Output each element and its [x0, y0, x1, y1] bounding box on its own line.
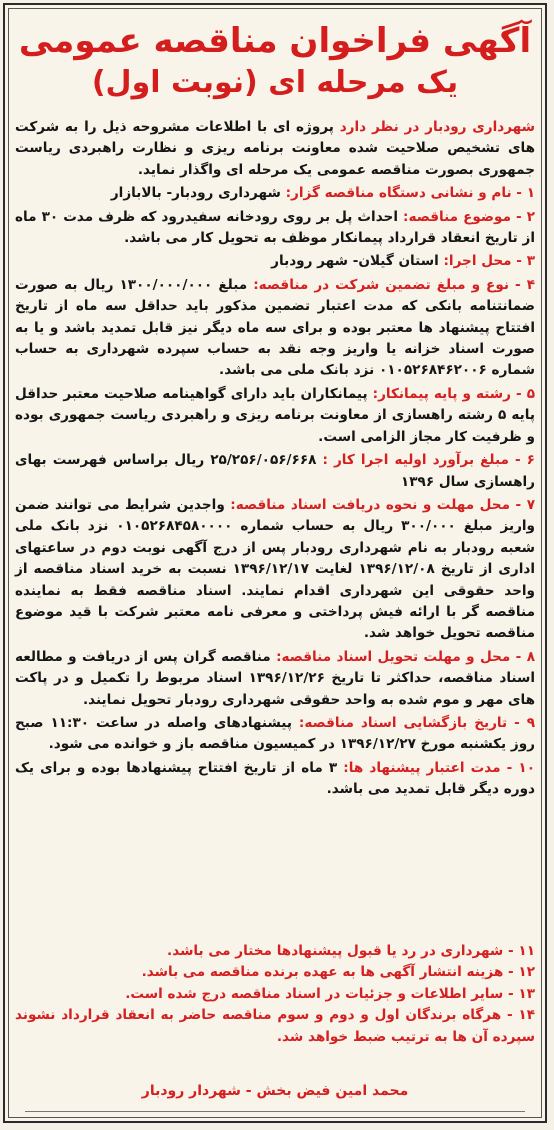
note-13: ۱۳ - سایر اطلاعات و جزئیات در اسناد مناقصه درج شده است.	[125, 985, 535, 1002]
notice-frame	[3, 3, 547, 1123]
item-3	[15, 251, 535, 272]
item-4	[15, 275, 535, 382]
note-12: ۱۲ - هزینه انتشار آگهی ها به عهده برنده مناقصه می باشد.	[141, 964, 535, 981]
intro-paragraph	[15, 117, 535, 181]
item-text: استان گیلان- شهر رودبار	[271, 253, 439, 270]
title-line-2: یک مرحله ای (نوبت اول)	[91, 65, 459, 100]
item-text: پیمانکاران باید دارای گواهینامه صلاحیت معتبر حداقل پایه ۵ رشته راهسازی از معاونت برنامه ریزی و راهبردی ریاست جمهوری بوده و ظرفیت کار مجاز الزامی است.	[15, 385, 535, 445]
item-text: ۳ ماه از تاریخ افتتاح پیشنهادها بوده و برای یک دوره دیگر قابل تمدید می باشد.	[15, 759, 535, 798]
item-8	[15, 647, 535, 711]
item-6	[15, 450, 535, 493]
item-2	[15, 207, 535, 250]
note-11: ۱۱ - شهرداری در رد یا قبول پیشنهادها مختار می باشد.	[167, 943, 535, 959]
signature: محمد امین فیض بخش - شهردار رودبار	[141, 1083, 409, 1099]
item-label: ۱ - نام و نشانی دستگاه مناقصه گزار:	[285, 185, 535, 202]
item-label: ۹ - تاریخ بازگشایی اسناد مناقصه:	[298, 714, 535, 731]
notice-title	[5, 19, 545, 103]
item-5	[15, 384, 535, 448]
item-label: ۲ - موضوع مناقصه:	[403, 208, 535, 225]
notice-body	[15, 117, 535, 801]
item-text: احداث پل بر روی رودخانه سفیدرود که ظرف مدت ۳۰ ماه از تاریخ انعقاد قرارداد پیمانکار موظف به تحویل کار می باشد.	[15, 208, 535, 247]
item-text: ۲۵/۲۵۶/۰۵۶/۶۶۸ ریال براساس فهرست بهای راهسازی سال ۱۳۹۶	[15, 452, 535, 490]
title-line-1: آگهی فراخوان مناقصه عمومی	[18, 21, 532, 61]
item-text: مناقصه گران پس از دریافت و مطالعه اسناد مناقصه، حداکثر تا تاریخ ۱۳۹۶/۱۲/۲۶ اسناد مربوط را تکمیل و در پاکت های مهر و موم شده به واحد حقوقی شهرداری رودبار تحویل نمایند.	[15, 648, 535, 708]
item-label: ۵ - رشته و پایه پیمانکار:	[372, 385, 536, 402]
intro-text: پروژه ای با اطلاعات مشروحه ذیل را به شرکت های تشخیص صلاحیت شده معاونت برنامه ریزی و نظارت راهبردی ریاست جمهوری بصورت مناقصه عمومی یک مرحله ای واگذار نماید.	[15, 119, 535, 178]
item-10	[15, 758, 535, 801]
item-9	[15, 713, 535, 756]
item-text: پیشنهادهای واصله در ساعت ۱۱:۳۰ صبح روز یکشنبه مورخ ۱۳۹۶/۱۲/۲۷ در کمیسیون مناقصه باز و خوانده می شود.	[15, 714, 535, 753]
item-label: ۸ - محل و مهلت تحویل اسناد مناقصه:	[276, 648, 535, 665]
item-7	[15, 495, 535, 645]
bottom-divider	[25, 1111, 525, 1112]
item-text: شهرداری رودبار- بالابازار	[110, 185, 281, 202]
note-14: ۱۴ - هرگاه برندگان اول و دوم و سوم مناقصه حاضر به انعقاد قرارداد نشوند سپرده آن ها به ترتیب ضبط خواهد شد.	[15, 1007, 535, 1045]
item-label: ۷ - محل مهلت و نحوه دریافت اسناد مناقصه:	[230, 496, 535, 513]
item-label: ۳ - محل اجرا:	[443, 253, 535, 270]
notes-section	[15, 941, 535, 1048]
item-label: ۶ - مبلغ برآورد اولیه اجرا کار :	[322, 452, 535, 469]
item-1	[15, 183, 535, 204]
intro-lead: شهرداری رودبار در نظر دارد	[339, 119, 535, 135]
item-label: ۱۰ - مدت اعتبار پیشنهاد ها:	[343, 759, 536, 776]
item-label: ۴ - نوع و مبلغ تضمین شرکت در مناقصه:	[253, 276, 535, 293]
item-text: مبلغ ۱۳۰۰/۰۰۰/۰۰۰ ریال به صورت ضمانتنامه بانکی که مدت اعتبار تضمین مذکور باید حداقل سه ماه از تاریخ افتتاح پیشنهاد ها معتبر بوده و برای سه ماه دیگر نیز قابل تمدید باشد و یا به صورت اسناد خزانه یا واریز وجه نقد به حساب سپرده شهرداری به حساب شماره ۰۱۰۵۲۶۸۴۶۲۰۰۶ نزد بانک ملی می باشد.	[15, 276, 535, 379]
item-text: واجدین شرایط می توانند ضمن واریز مبلغ ۳۰۰/۰۰۰ ریال به حساب شماره ۰۱۰۵۲۶۸۴۵۸۰۰۰۰ نزد بانک ملی شعبه رودبار به نام شهرداری رودبار پس از درج آگهی نوبت دوم در ساعتهای اداری از تاریخ ۱۳۹۶/۱۲/۰۸ لغایت ۱۳۹۶/۱۲/۱۷ نسبت به خرید اسناد مناقصه از واحد حقوقی این شهرداری اقدام نمایند. اسناد مناقصه فقط به نماینده مناقصه گر با ارائه فیش پرداختی و معرفی نامه معتبر شرکت با قید موضوع مناقصه تحویل خواهد شد.	[15, 496, 536, 642]
